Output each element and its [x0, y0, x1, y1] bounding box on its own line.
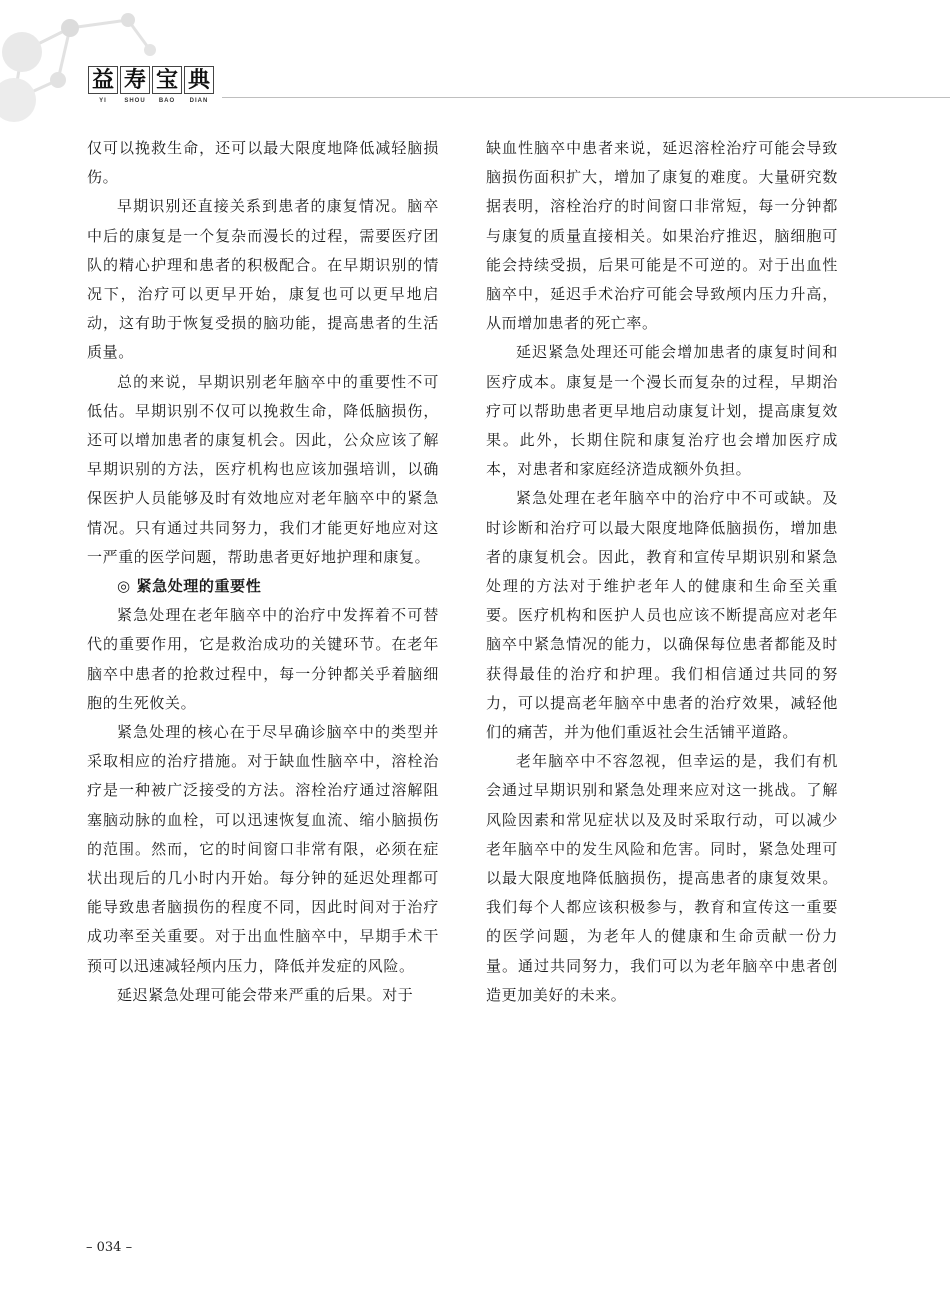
page-number: – 034 –	[86, 1240, 133, 1255]
logo-char: 典	[184, 66, 214, 94]
logo-char: 寿	[120, 66, 150, 94]
header-rule	[222, 97, 950, 98]
paragraph: 延迟紧急处理可能会带来严重的后果。对于	[117, 985, 414, 1004]
paragraph: 紧急处理在老年脑卒中的治疗中发挥着不可替代的重要作用，它是救治成功的关键环节。在老年脑卒中患者的抢救过程中，每一分钟都关乎着脑细胞的生死攸关。	[87, 606, 439, 712]
logo-char: 宝	[152, 66, 182, 94]
section-heading: ◎ 紧急处理的重要性	[117, 577, 262, 596]
paragraph: 紧急处理在老年脑卒中的治疗中不可或缺。及时诊断和治疗可以最大限度地降低脑损伤，增加患者的康复机会。因此，教育和宣传早期识别和紧急处理的方法对于维护老年人的健康和生命至关重要。医疗机构和医护人员也应该不断提高应对老年脑卒中紧急情况的能力，以确保每位患者都能及时获得最佳的治疗和护理。我们相信通过共同的努力，可以提高老年脑卒中患者的治疗效果，减轻他们的痛苦，并为他们重返社会生活铺平道路。	[486, 489, 838, 742]
logo-pinyin-syllable: YI	[99, 98, 107, 104]
paragraph: 缺血性脑卒中患者来说，延迟溶栓治疗可能会导致脑损伤面积扩大，增加了康复的难度。大量研究数据表明，溶栓治疗的时间窗口非常短，每一分钟都与康复的质量直接相关。如果治疗推迟，脑细胞可能会持续受损，后果可能是不可逆的。对于出血性脑卒中，延迟手术治疗可能会导致颅内压力升高，从而增加患者的死亡率。	[486, 139, 838, 333]
logo-pinyin-syllable: SHOU	[124, 98, 146, 104]
logo-pinyin-syllable: DIAN	[189, 98, 209, 104]
logo-pinyin-syllable: BAO	[158, 98, 176, 104]
masthead-logo	[88, 66, 214, 104]
paragraph: 延迟紧急处理还可能会增加患者的康复时间和医疗成本。康复是一个漫长而复杂的过程，早期治疗可以帮助患者更早地启动康复计划，提高康复效果。此外，长期住院和康复治疗也会增加医疗成本，对患者和家庭经济造成额外负担。	[486, 343, 838, 479]
paragraph: 老年脑卒中不容忽视，但幸运的是，我们有机会通过早期识别和紧急处理来应对这一挑战。了解风险因素和常见症状以及及时采取行动，可以减少老年脑卒中的发生风险和危害。同时，紧急处理可以最大限度地降低脑损伤，提高患者的康复效果。我们每个人都应该积极参与，教育和宣传这一重要的医学问题，为老年人的健康和生命贡献一份力量。通过共同努力，我们可以为老年脑卒中患者创造更加美好的未来。	[486, 752, 838, 1004]
logo-pinyin	[88, 98, 214, 104]
paragraph: 仅可以挽救生命，还可以最大限度地降低减轻脑损伤。	[87, 139, 439, 187]
logo-characters	[88, 66, 214, 94]
paragraph: 紧急处理的核心在于尽早确诊脑卒中的类型并采取相应的治疗措施。对于缺血性脑卒中，溶栓治疗是一种被广泛接受的方法。溶栓治疗通过溶解阻塞脑动脉的血栓，可以迅速恢复血流、缩小脑损伤的范围。然而，它的时间窗口非常有限，必须在症状出现后的几小时内开始。每分钟的延迟处理都可能导致患者脑损伤的程度不同，因此时间对于治疗成功率至关重要。对于出血性脑卒中，早期手术干预可以迅速减轻颅内压力，降低并发症的风险。	[87, 723, 439, 975]
logo-char: 益	[88, 66, 118, 94]
paragraph: 早期识别还直接关系到患者的康复情况。脑卒中后的康复是一个复杂而漫长的过程，需要医疗团队的精心护理和患者的积极配合。在早期识别的情况下，治疗可以更早开始，康复也可以更早地启动，这有助于恢复受损的脑功能，提高患者的生活质量。	[87, 197, 439, 362]
left-column	[87, 134, 439, 1010]
paragraph: 总的来说，早期识别老年脑卒中的重要性不可低估。早期识别不仅可以挽救生命，降低脑损伤，还可以增加患者的康复机会。因此，公众应该了解早期识别的方法，医疗机构也应该加强培训，以确保医护人员能够及时有效地应对老年脑卒中的紧急情况。只有通过共同努力，我们才能更好地应对这一严重的医学问题，帮助患者更好地护理和康复。	[87, 372, 439, 566]
right-column	[486, 134, 838, 1010]
